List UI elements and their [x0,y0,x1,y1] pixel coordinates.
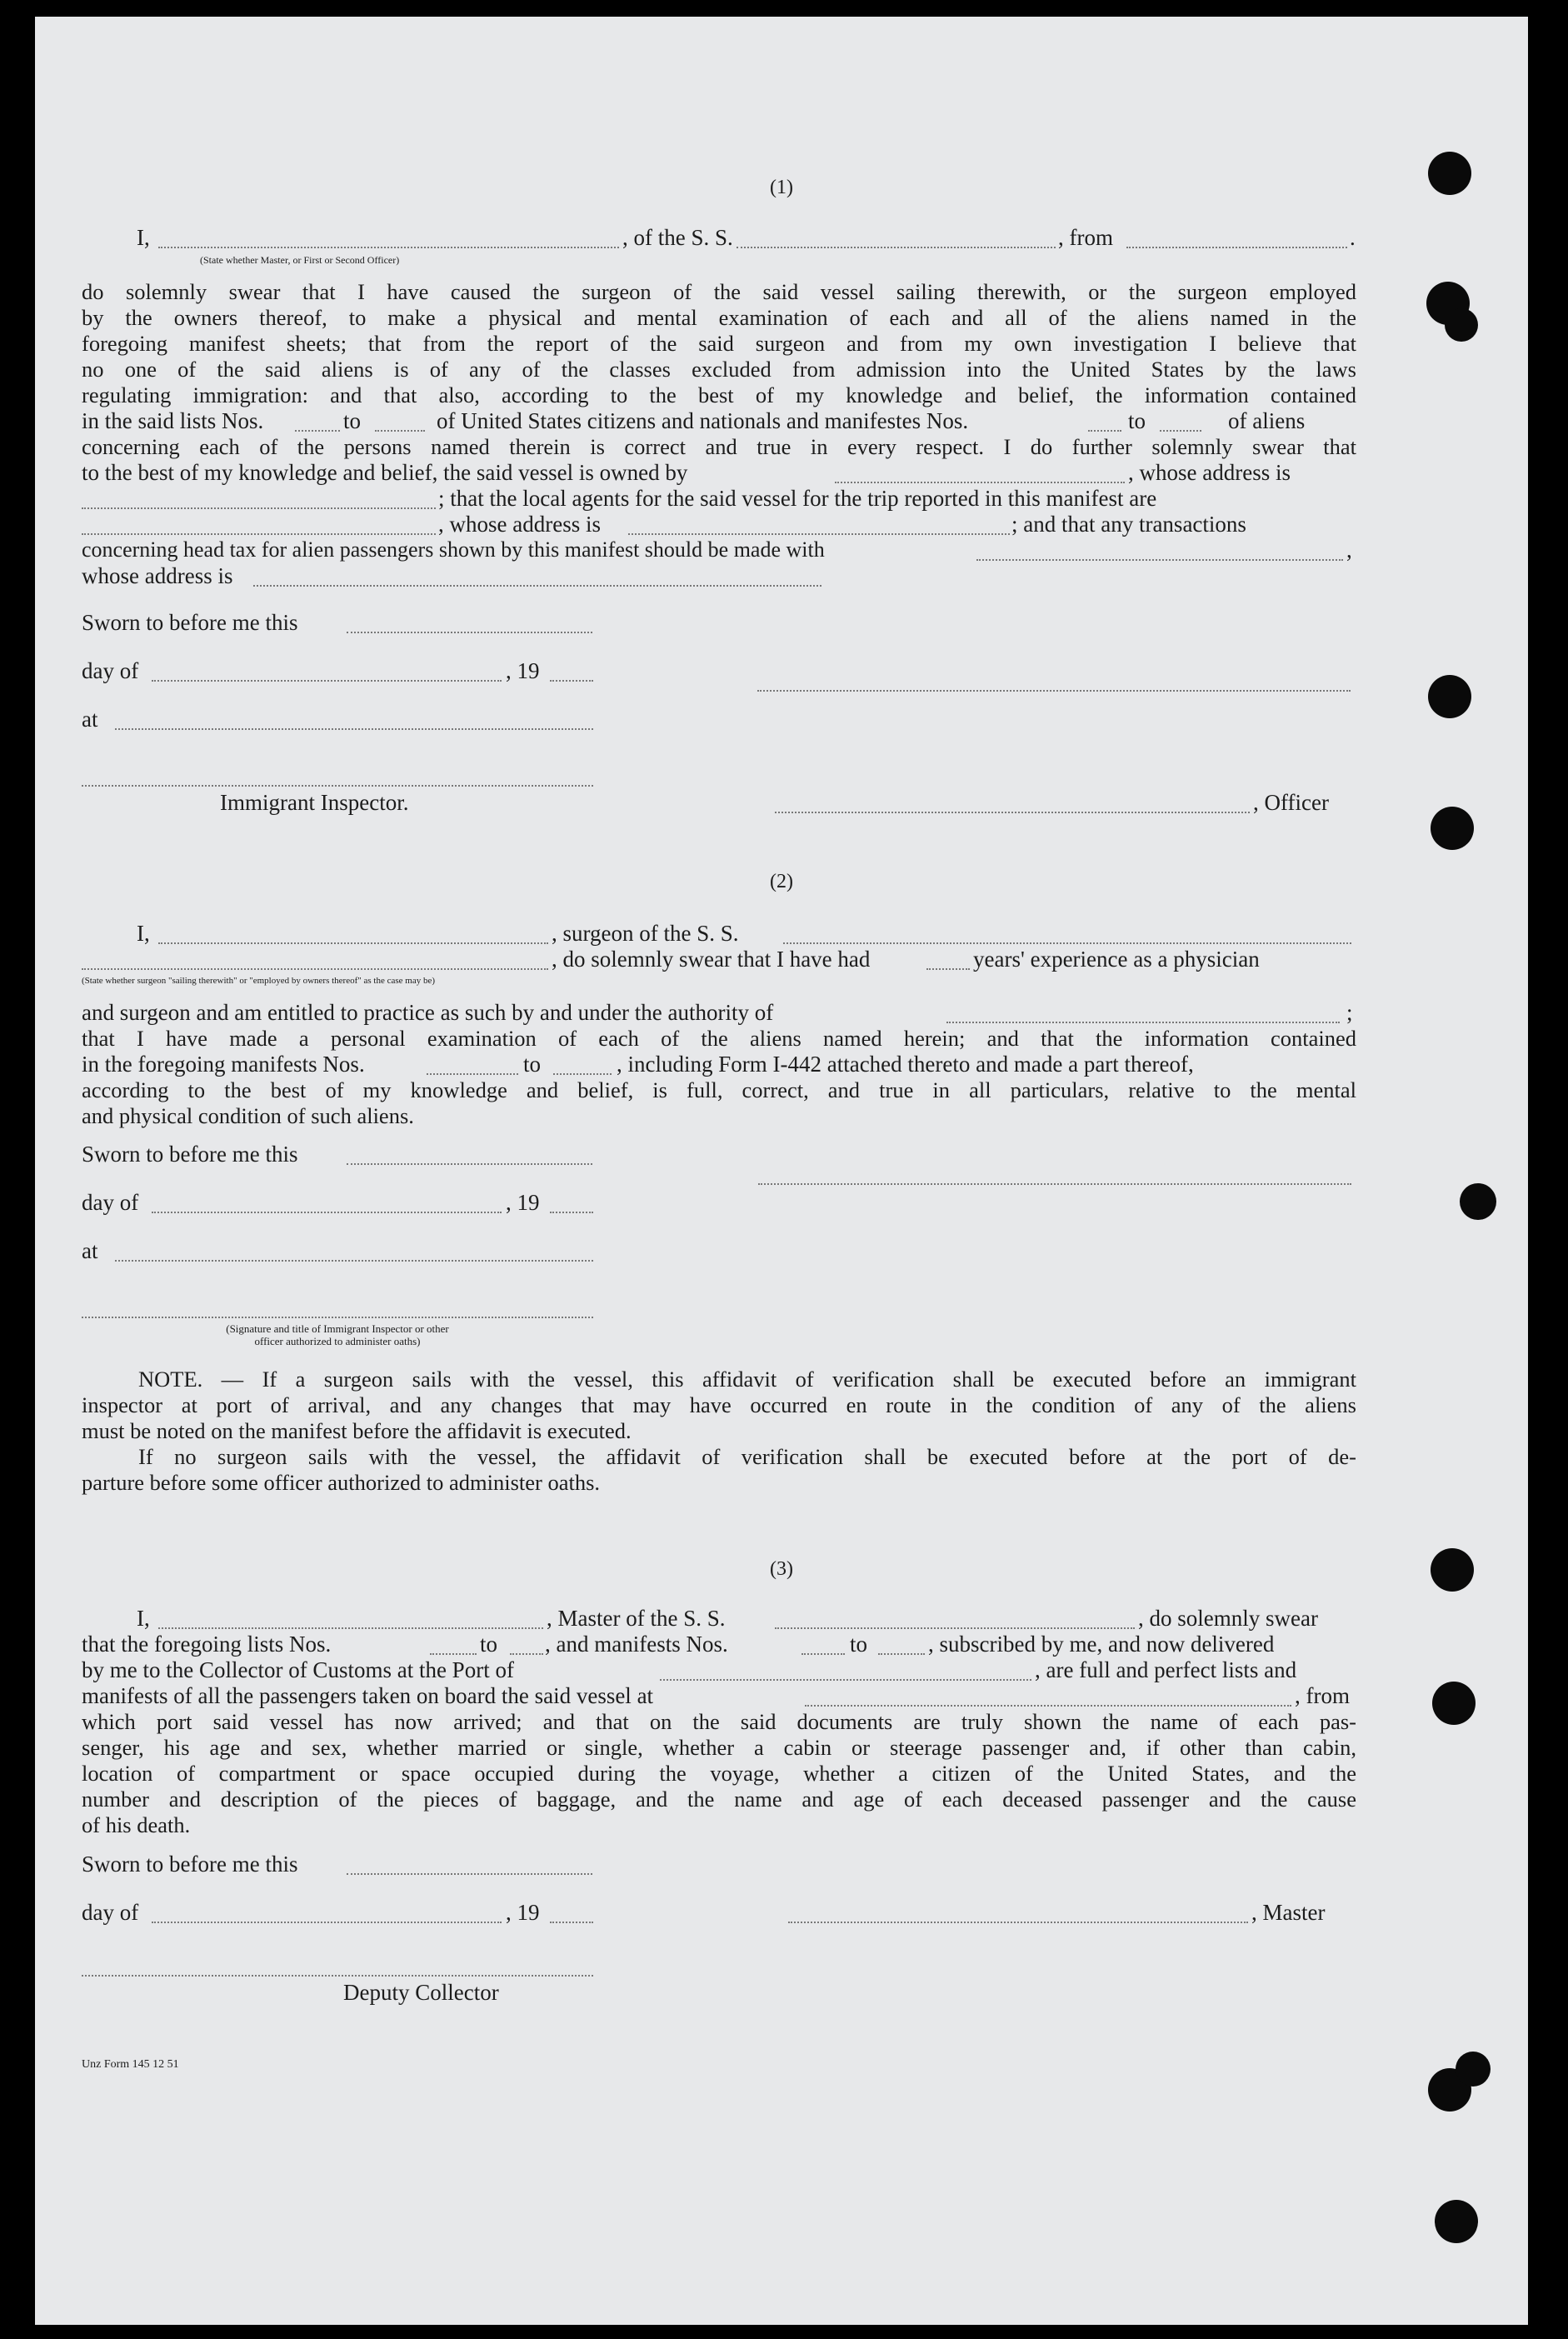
s2-field-vessel[interactable] [783,942,1351,944]
s2-at-label: at [82,1238,98,1263]
s3-field-vessel[interactable] [775,1627,1135,1629]
binder-hole [1456,2052,1491,2087]
s1-label-of-ss: , of the S. S. [622,225,733,250]
section-1-number: (1) [770,177,793,198]
s1-field-vessel[interactable] [737,247,1056,248]
s3-para-line: of his death. [82,1812,191,1837]
s1-field-agents[interactable] [82,533,436,535]
s1-field-month[interactable] [152,680,502,682]
s3-port-label: by me to the Collector of Customs at the Port of [82,1657,514,1682]
s2-para-line: that I have made a personal examination of each of the aliens named herein; and that the information contained [82,1026,1356,1051]
binder-hole [1460,1183,1496,1220]
s3-master-signature-label: , Master [1251,1900,1326,1925]
s2-field-inspector-signature[interactable] [82,1317,593,1318]
form-footer: Unz Form 145 12 51 [82,2058,179,2071]
binder-hole [1431,807,1474,850]
s1-field-from[interactable] [1126,247,1347,248]
s1-field-inspector-signature[interactable] [82,785,593,787]
s2-note2-line: If no surgeon sails with the vessel, the affidavit of verification shall be executed before at the port of de- [138,1444,1356,1469]
binder-hole [1432,1682,1476,1725]
s1-field-owner[interactable] [835,482,1125,483]
s2-field-authority[interactable] [946,1022,1340,1023]
s1-hint: (State whether Master, or First or Second Officer) [200,254,400,266]
s1-owned-label: to the best of my knowledge and belief, the said vessel is owned by [82,460,688,485]
s2-year-label: , 19 [506,1190,540,1215]
s1-para-line: foregoing manifest sheets; that from the report of the said surgeon and from my own investigation I believe that [82,331,1356,356]
s1-field-lists-from[interactable] [295,430,340,432]
s2-manifests-to: to [523,1052,542,1077]
s2-day-label: day of [82,1190,139,1215]
s2-para-line: and physical condition of such aliens. [82,1103,414,1128]
s1-field-lists-to[interactable] [375,430,425,432]
s1-field-manifests-to[interactable] [1160,430,1201,432]
s3-field-year[interactable] [550,1922,593,1923]
s1-aliens-label: of aliens [1228,408,1306,433]
s2-field-surgeon-type[interactable] [82,968,548,970]
s1-para-line: by the owners thereof, to make a physical and mental examination of each and all of the aliens named in the [82,305,1356,330]
s2-hint: (State whether surgeon "sailing therewith" or "employed by owners thereof" as the case may be) [82,976,436,986]
s3-para-line: number and description of the pieces of baggage, and the name and age of each deceased passenger and the cause [82,1787,1356,1812]
s2-sig-note-2: officer authorized to administer oaths) [254,1335,421,1347]
s1-transactions-label: ; and that any transactions [1011,512,1246,537]
s1-field-signature[interactable] [757,690,1351,692]
s2-para-line: according to the best of my knowledge and belief, is full, correct, and true in all particulars, relative to the mental [82,1077,1356,1102]
s1-owner-address-label: , whose address is [1128,460,1291,485]
s3-master-label: , Master of the S. S. [547,1606,726,1631]
s3-field-master-signature[interactable] [788,1922,1248,1923]
s1-sworn-label: Sworn to before me this [82,610,298,635]
s3-para-line: location of compartment or space occupied during the voyage, whether a citizen of the United States, and the [82,1761,1356,1786]
s3-label-i: I, [137,1606,150,1631]
s3-field-onboard-port[interactable] [805,1705,1291,1707]
s1-field-owner-address[interactable] [82,507,436,509]
s1-para-line: concerning each of the persons named therein is correct and true in every respect. I do further solemnly swear that [82,434,1356,459]
s3-year-label: , 19 [506,1900,540,1925]
s2-field-manifests-from[interactable] [427,1073,518,1075]
s2-note-line: inspector at port of arrival, and any changes that may have occurred en route in the condition of any of the aliens [82,1392,1356,1417]
s1-field-manifests-from[interactable] [1088,430,1121,432]
s3-day-label: day of [82,1900,139,1925]
s1-field-headtax-address[interactable] [253,585,821,587]
s2-field-sworn-day[interactable] [347,1163,592,1165]
s2-surgeon-of-label: , surgeon of the S. S. [552,921,739,946]
s1-field-year[interactable] [550,680,593,682]
binder-hole [1428,675,1471,718]
s3-field-deputy-signature[interactable] [82,1975,593,1977]
s2-field-at[interactable] [115,1260,593,1262]
s3-field-lists-to[interactable] [510,1653,543,1655]
s3-deputy-label: Deputy Collector [343,1980,499,2005]
s1-field-agent-address[interactable] [628,533,1010,535]
form-page [35,17,1528,2325]
s1-day-label: day of [82,658,139,683]
s1-year-label: , 19 [506,658,540,683]
s1-para-line: no one of the said aliens is of any of the classes excluded from admission into the United States by the laws [82,357,1356,382]
s2-field-signature[interactable] [758,1183,1351,1185]
s2-authority-label: and surgeon and am entitled to practice as such by and under the authority of [82,1000,774,1025]
s1-manifests-label: of United States citizens and nationals and manifestes Nos. [437,408,969,433]
s1-field-officer[interactable] [158,247,619,248]
s1-inspector-label: Immigrant Inspector. [220,790,409,815]
s2-field-year[interactable] [550,1212,593,1213]
s2-field-month[interactable] [152,1212,502,1213]
s3-para-line: senger, his age and sex, whether married or single, whether a cabin or steerage passenger and, if other than cabin, [82,1735,1356,1760]
s1-headtax-comma: , [1346,537,1352,562]
s1-headtax-label: concerning head tax for alien passengers shown by this manifest should be made with [82,537,825,562]
s3-field-port[interactable] [660,1679,1031,1681]
s3-full-lists-label: , are full and perfect lists and [1035,1657,1297,1682]
s1-label-i: I, [137,225,150,250]
s1-field-sworn-day[interactable] [347,632,592,633]
s1-whose-address-label: whose address is [82,563,233,588]
s3-sworn-label: Sworn to before me this [82,1852,298,1877]
s3-onboard-label: manifests of all the passengers taken on board the said vessel at [82,1683,654,1708]
s3-field-month[interactable] [152,1922,502,1923]
binder-hole [1435,2200,1478,2243]
s2-swear-label: , do solemnly swear that I have had [552,947,871,972]
s1-manifests-to: to [1128,408,1146,433]
s2-note2-line: parture before some officer authorized to administer oaths. [82,1470,601,1495]
s1-field-officer-signature[interactable] [775,812,1250,813]
s2-authority-semicolon: ; [1346,1000,1353,1025]
s2-note-line: must be noted on the manifest before the affidavit is executed. [82,1418,632,1443]
s3-manifests-to: to [850,1632,868,1657]
s1-agents-label: ; that the local agents for the said vessel for the trip reported in this manifest are [438,486,1157,511]
s1-officer-label: , Officer [1253,790,1329,815]
s1-label-period: . [1350,225,1356,250]
s3-subscribed-label: , subscribed by me, and now delivered [928,1632,1275,1657]
s2-sig-note-1: (Signature and title of Immigrant Inspector or other [226,1322,449,1335]
s2-label-i: I, [137,921,150,946]
s3-lists-to: to [480,1632,498,1657]
s3-field-master[interactable] [158,1627,543,1629]
s3-lists-label: that the foregoing lists Nos. [82,1632,332,1657]
s2-years-label: years' experience as a physician [973,947,1260,972]
s2-sworn-label: Sworn to before me this [82,1142,298,1167]
binder-hole [1445,308,1478,342]
s1-lists-label: in the said lists Nos. [82,408,264,433]
s1-label-from: , from [1058,225,1113,250]
s1-para-line: regulating immigration: and that also, according to the best of my knowledge and belief, the information contained [82,382,1356,407]
s3-field-manifests-to[interactable] [878,1653,925,1655]
s3-field-lists-from[interactable] [430,1653,477,1655]
s3-manifests-label: , and manifests Nos. [545,1632,728,1657]
s1-lists-to: to [343,408,362,433]
s3-field-sworn-day[interactable] [347,1873,592,1875]
s3-para-line: which port said vessel has now arrived; and that on the said documents are truly shown the name of each pas- [82,1709,1356,1734]
section-3-number: (3) [770,1558,793,1580]
s2-manifests-label: in the foregoing manifests Nos. [82,1052,365,1077]
s1-field-at[interactable] [115,728,593,730]
s1-para-line: do solemnly swear that I have caused the surgeon of the said vessel sailing therewith, or the surgeon employed [82,279,1356,304]
s1-field-headtax[interactable] [976,559,1343,561]
s2-form-label: , including Form I-442 attached thereto and made a part thereof, [617,1052,1194,1077]
s3-field-manifests-from[interactable] [801,1653,845,1655]
s3-from-label: , from [1295,1683,1350,1708]
section-2-number: (2) [770,871,793,892]
s2-field-manifests-to[interactable] [553,1073,612,1075]
s2-field-surgeon[interactable] [158,942,548,944]
s2-field-years[interactable] [926,968,970,970]
s3-swear-label: , do solemnly swear [1138,1606,1318,1631]
s1-at-label: at [82,707,98,732]
s1-agent-address-label: , whose address is [438,512,601,537]
s2-note-line: NOTE. — If a surgeon sails with the vessel, this affidavit of verification shall be executed before an immigrant [138,1367,1356,1392]
